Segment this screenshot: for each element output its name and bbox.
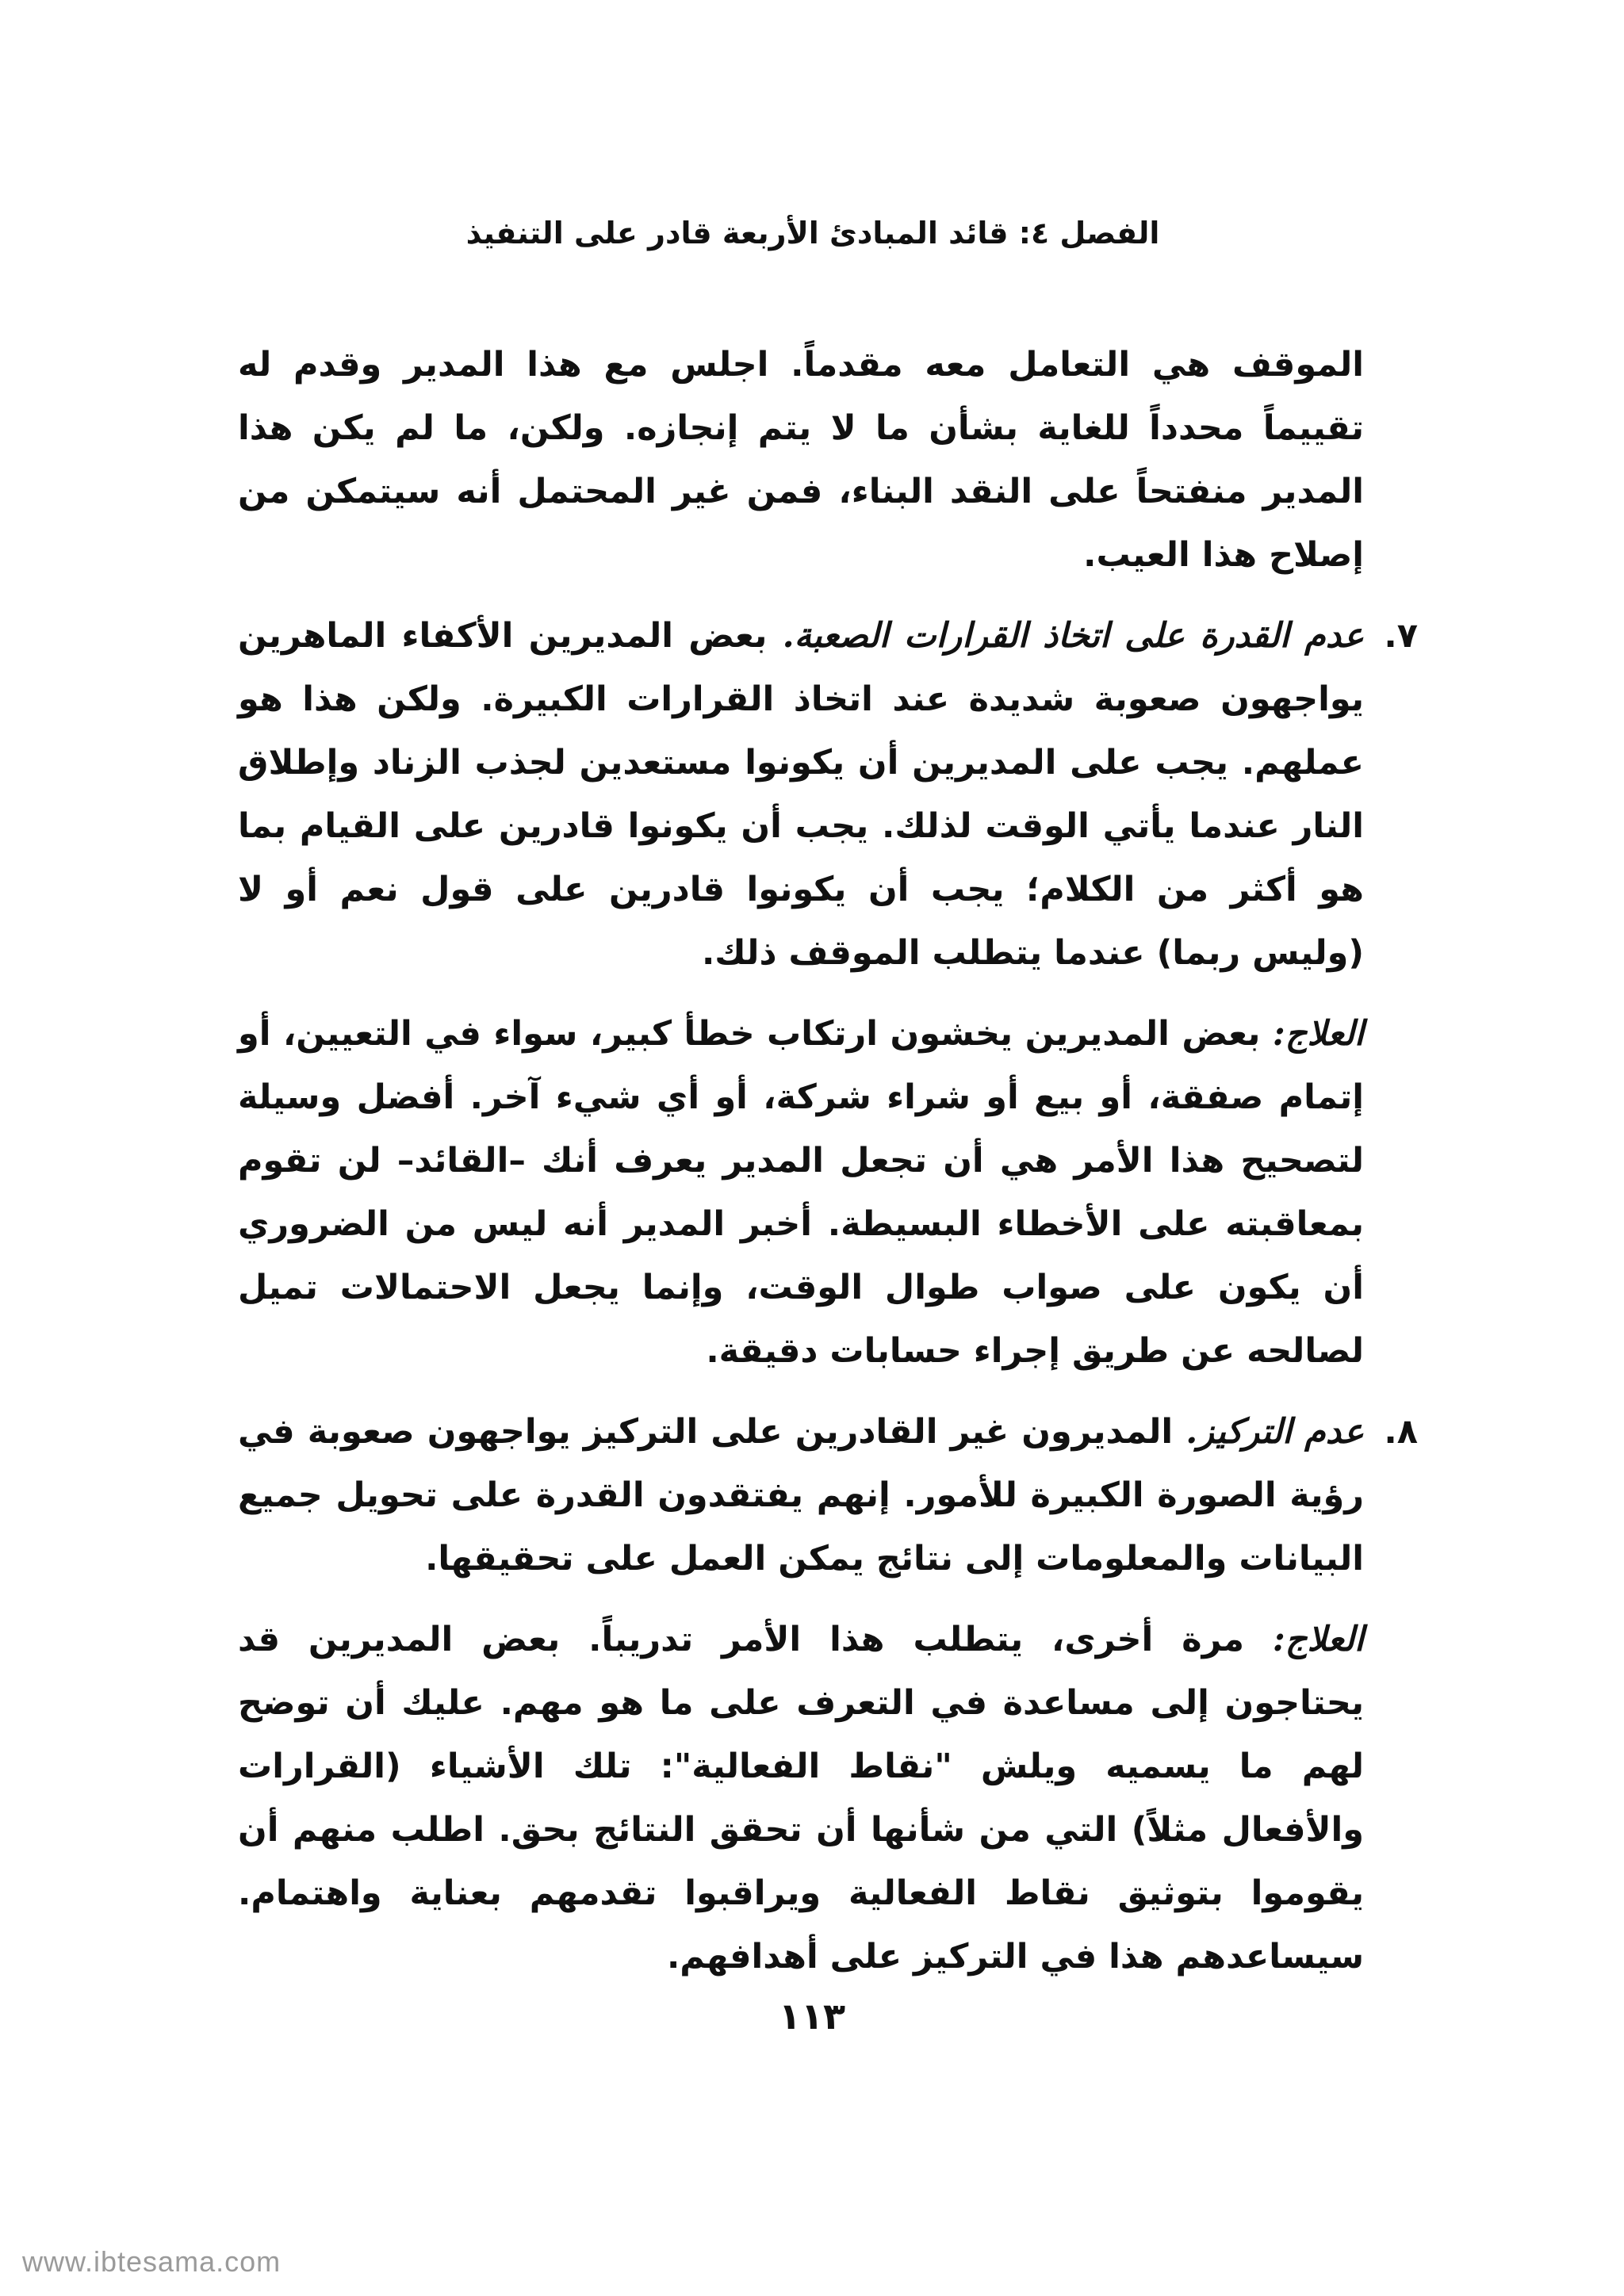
remedy-8-label: العلاج: [1272,1620,1364,1659]
page-body [238,333,1418,2006]
remedy-7-body: بعض المديرين يخشون ارتكاب خطأ كبير، سواء في التعيين، أو إتمام صفقة، أو بيع أو شراء شركة، أو أي شيء آخر. أفضل وسيلة لتصحيح هذا الأمر هي أن تجعل المدير يعرف أنك –القائد– لن تقوم بمعاقبته على الأخطاء البسيطة. أخبر المدير أنه ليس من الضروري أن يكون على صواب طوال الوقت، وإنما يجعل الاحتمالات تميل لصالحه عن طريق إجراء حسابات دقيقة. [238,1014,1364,1371]
remedy-7-label: العلاج: [1272,1014,1364,1054]
item-8-body: المديرون غير القادرين على التركيز يواجهون صعوبة في رؤية الصورة الكبيرة للأمور. إنهم يفتقدون القدرة على تحويل جميع البيانات والمعلومات إلى نتائج يمكن العمل على تحقيقها. [238,1412,1364,1578]
page-number: ١١٣ [778,1995,846,2038]
item-number-7: ٧. [1384,616,1418,656]
remedy-7-paragraph [238,1002,1364,1383]
list-item-7 [238,604,1418,985]
item-7-title: عدم القدرة على اتخاذ القرارات الصعبة. [782,616,1364,656]
chapter-header: الفصل ٤: قائد المبادئ الأربعة قادر على التنفيذ [465,216,1160,251]
intro-paragraph: الموقف هي التعامل معه مقدماً. اجلس مع هذا المدير وقدم له تقييماً محدداً للغاية بشأن ما لا يتم إنجازه. ولكن، ما لم يكن هذا المدير منفتحاً على النقد البناء، فمن غير المحتمل أنه سيتمكن من إصلاح هذا العيب. [238,345,1364,575]
remedy-8-paragraph [238,1608,1364,1988]
watermark-text: www.ibtesama.com [22,2245,282,2278]
remedy-8-body: مرة أخرى، يتطلب هذا الأمر تدريباً. بعض المديرين قد يحتاجون إلى مساعدة في التعرف على ما هو مهم. عليك أن توضح لهم ما يسميه ويلش "نقاط الفعالية": تلك الأشياء (القرارات والأفعال مثلاً) التي من شأنها أن تحقق النتائج بحق. اطلب منهم أن يقوموا بتوثيق نقاط الفعالية ويراقبوا تقدمهم بعناية واهتمام. سيساعدهم هذا في التركيز على أهدافهم. [238,1620,1364,1976]
item-number-8: ٨. [1384,1412,1418,1452]
list-item-8 [238,1400,1418,1590]
item-8-title: عدم التركيز. [1185,1412,1364,1452]
item-7-body: بعض المديرين الأكفاء الماهرين يواجهون صعوبة شديدة عند اتخاذ القرارات الكبيرة. ولكن هذا هو عملهم. يجب على المديرين أن يكونوا مستعدين لجذب الزناد وإطلاق النار عندما يأتي الوقت لذلك. يجب أن يكونوا قادرين على القيام بما هو أكثر من الكلام؛ يجب أن يكونوا قادرين على قول نعم أو لا (وليس ربما) عندما يتطلب الموقف ذلك. [238,616,1364,973]
